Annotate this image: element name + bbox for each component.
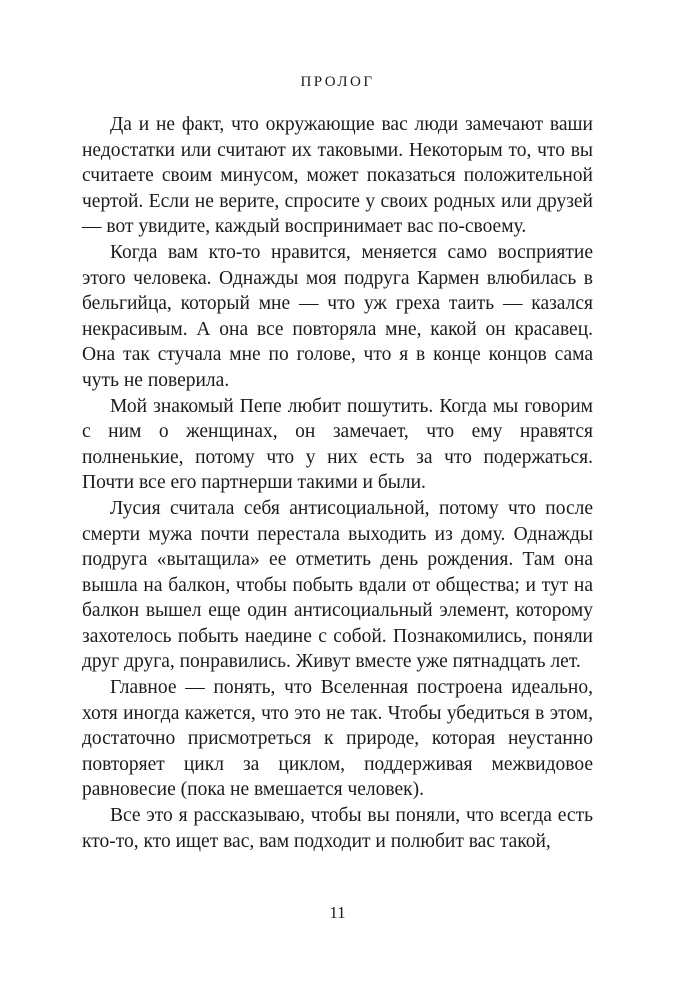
paragraph: Когда вам кто-то нравится, меняется само восприятие этого человека. Однажды моя подруга Кармен влюбилась в бельгийца, который мне — что уж греха таить — казался некрасивым. А она все повторяла мне, какой он красавец. Она так стучала мне по голове, что я в конце концов сама чуть не поверила. (82, 241, 593, 391)
paragraph: Мой знакомый Пепе любит пошутить. Когда мы говорим с ним о женщинах, он замечает, что ему нравятся полненькие, потому что у них есть за что подержаться. Почти все его партнерши такими и были. (82, 395, 593, 494)
page-number: 11 (329, 903, 346, 922)
chapter-header: ПРОЛОГ (300, 74, 375, 90)
text-block (82, 112, 593, 854)
paragraph: Главное — понять, что Вселенная построена идеально, хотя иногда кажется, что это не так. Чтобы убедиться в этом, достаточно присмотреться к природе, которая неустанно повторяет цикл за циклом, поддерживая межвидовое равновесие (пока не вмешается человек). (82, 677, 593, 801)
paragraph: Да и не факт, что окружающие вас люди замечают ваши недостатки или считают их таковыми. Некоторым то, что вы считаете своим минусом, может показаться положительной чертой. Если не верите, спросите у своих родных или друзей — вот увидите, каждый воспринимает вас по-своему. (82, 114, 593, 238)
paragraph: Лусия считала себя антисоциальной, потому что после смерти мужа почти перестала выходить из дому. Однажды подруга «вытащила» ее отметить день рождения. Там она вышла на балкон, чтобы побыть вдали от общества; и тут на балкон вышел еще один антисоциальный элемент, которому захотелось побыть наедине с собой. Познакомились, поняли друг друга, понравились. Живут вместе уже пятнадцать лет. (82, 497, 593, 673)
paragraph: Все это я рассказываю, чтобы вы поняли, что всегда есть кто-то, кто ищет вас, вам подходит и полюбит вас такой, (82, 805, 593, 852)
